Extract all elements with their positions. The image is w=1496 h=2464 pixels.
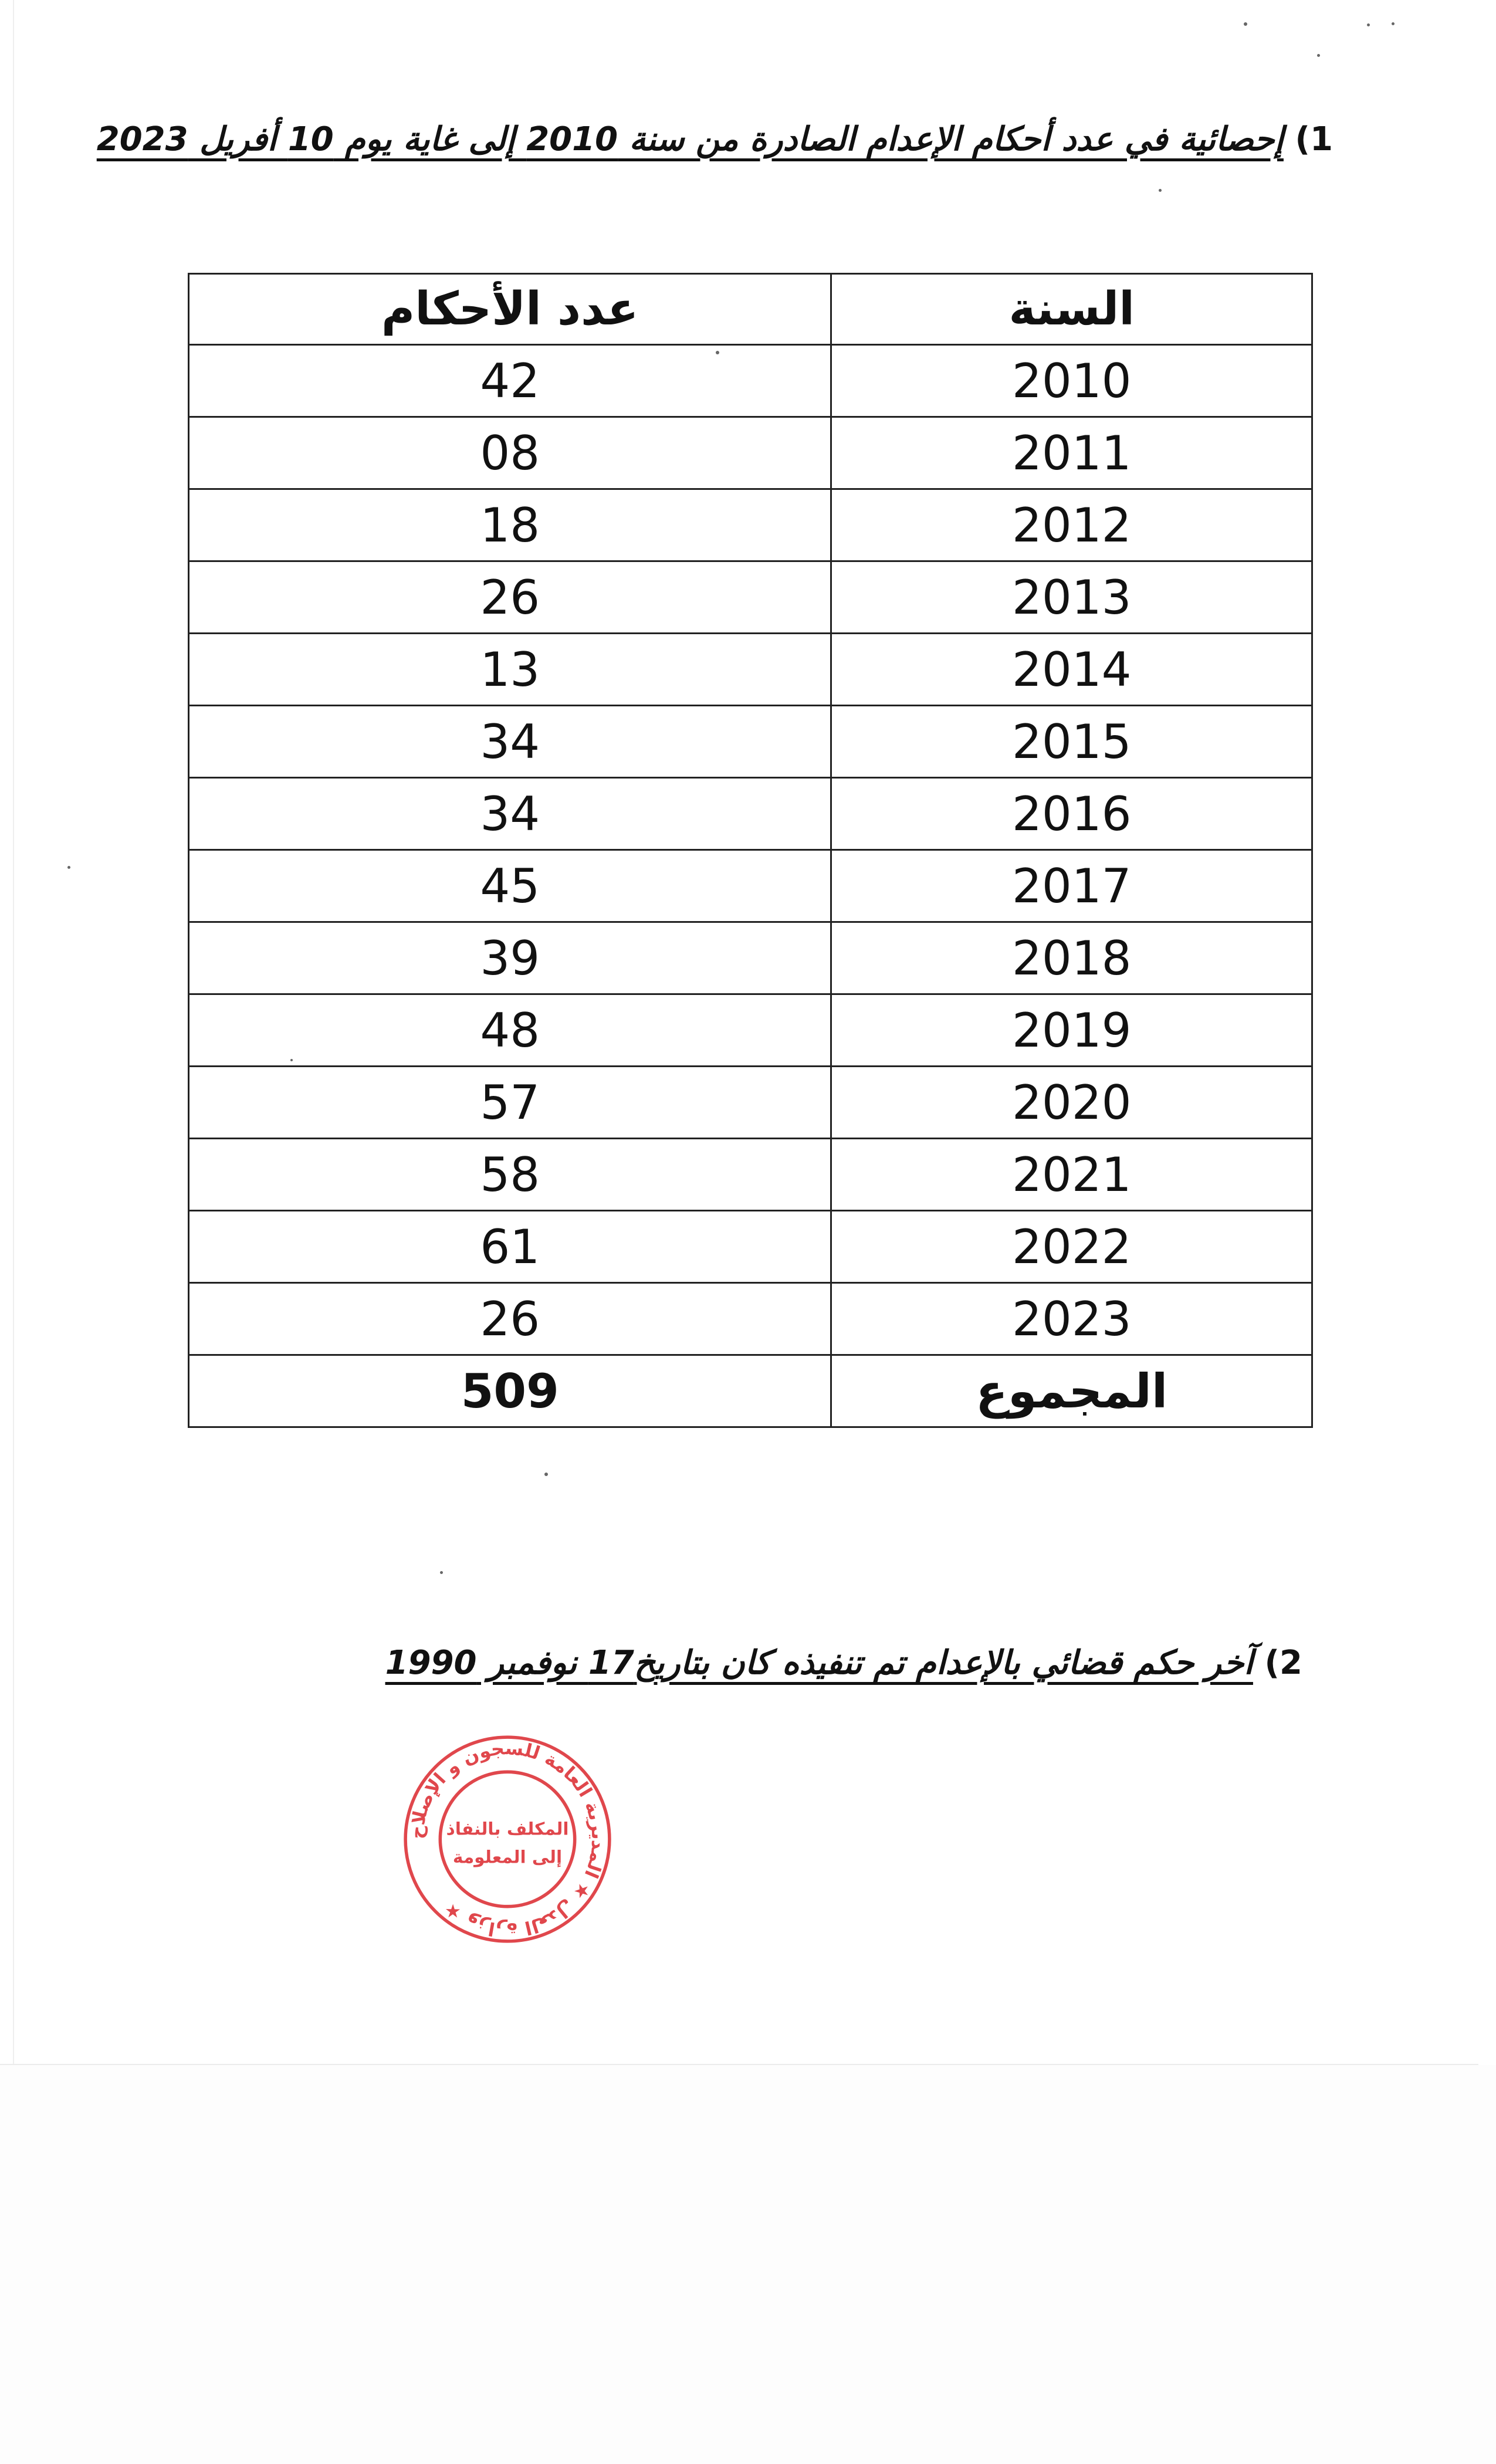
table-row [189, 345, 1312, 417]
year-cell: 2013 [831, 561, 1312, 634]
stamp-inner-line-2: إلى المعلومة [452, 1847, 563, 1867]
table-row [189, 850, 1312, 922]
year-cell: 2016 [831, 778, 1312, 850]
table-row [189, 1067, 1312, 1139]
count-cell: 13 [189, 634, 831, 706]
table-row [189, 778, 1312, 850]
stamp-inner-line-1: المكلف بالنفاذ [446, 1819, 569, 1839]
count-cell: 48 [189, 994, 831, 1067]
count-cell: 34 [189, 706, 831, 778]
year-cell: 2023 [831, 1283, 1312, 1355]
scan-speck [290, 1059, 293, 1061]
count-cell: 61 [189, 1211, 831, 1283]
count-cell: 58 [189, 1139, 831, 1211]
count-cell: 45 [189, 850, 831, 922]
scan-speck [1392, 22, 1395, 25]
table-row [189, 417, 1312, 489]
sheet-edge [13, 0, 14, 2065]
scan-speck [67, 866, 70, 869]
section-1-number: 1) [1295, 120, 1333, 158]
year-cell: 2015 [831, 706, 1312, 778]
scan-background [0, 2065, 1496, 2464]
total-row [189, 1355, 1312, 1427]
year-cell: 2014 [831, 634, 1312, 706]
ministry-stamp [399, 1731, 616, 1948]
table-body [189, 345, 1312, 1427]
section-2-title: آخر حكم قضائي بالإعدام تم تنفيذه كان بتاريخ17 نوفمبر 1990 [385, 1644, 1253, 1682]
count-cell: 26 [189, 1283, 831, 1355]
year-cell: 2012 [831, 489, 1312, 561]
section-1-title: إحصائية في عدد أحكام الإعدام الصادرة من سنة 2010 إلى غاية يوم 10 أفريل 2023 [96, 120, 1284, 158]
table-row [189, 1139, 1312, 1211]
count-cell: 26 [189, 561, 831, 634]
count-cell: 57 [189, 1067, 831, 1139]
scan-speck [544, 1473, 548, 1476]
year-cell: 2017 [831, 850, 1312, 922]
table-row [189, 994, 1312, 1067]
count-cell: 42 [189, 345, 831, 417]
table-row [189, 922, 1312, 994]
stamp-outer-text-path: وزارة العدل ★ المديرية العامة للسجون و الإصلاح ★ [406, 1737, 609, 1941]
table-row [189, 1283, 1312, 1355]
year-cell: 2011 [831, 417, 1312, 489]
scan-speck [1317, 54, 1320, 57]
stamp-inner-ring [440, 1772, 574, 1906]
count-cell: 34 [189, 778, 831, 850]
section-1-heading [97, 116, 1333, 163]
table-row [189, 634, 1312, 706]
table-row [189, 1211, 1312, 1283]
section-2-heading [385, 1640, 1302, 1687]
scan-speck [1244, 22, 1247, 26]
year-cell: 2019 [831, 994, 1312, 1067]
year-cell: 2010 [831, 345, 1312, 417]
count-cell: 39 [189, 922, 831, 994]
table-row [189, 706, 1312, 778]
table-row [189, 561, 1312, 634]
scan-speck [716, 351, 719, 354]
table-row [189, 489, 1312, 561]
stamp-outer-text [406, 1738, 608, 1941]
header-count: عدد الأحكام [189, 274, 831, 345]
year-cell: 2021 [831, 1139, 1312, 1211]
count-cell: 18 [189, 489, 831, 561]
count-cell: 08 [189, 417, 831, 489]
year-cell: 2018 [831, 922, 1312, 994]
header-year: السنة [831, 274, 1312, 345]
section-2-number: 2) [1264, 1644, 1302, 1682]
year-cell: 2022 [831, 1211, 1312, 1283]
total-value: 509 [189, 1355, 831, 1427]
year-cell: 2020 [831, 1067, 1312, 1139]
scan-speck [1367, 23, 1370, 26]
death-sentences-table [188, 273, 1313, 1428]
scan-speck [1159, 189, 1162, 192]
table-header-row [189, 274, 1312, 345]
total-label: المجموع [831, 1355, 1312, 1427]
scan-speck [440, 1571, 443, 1574]
